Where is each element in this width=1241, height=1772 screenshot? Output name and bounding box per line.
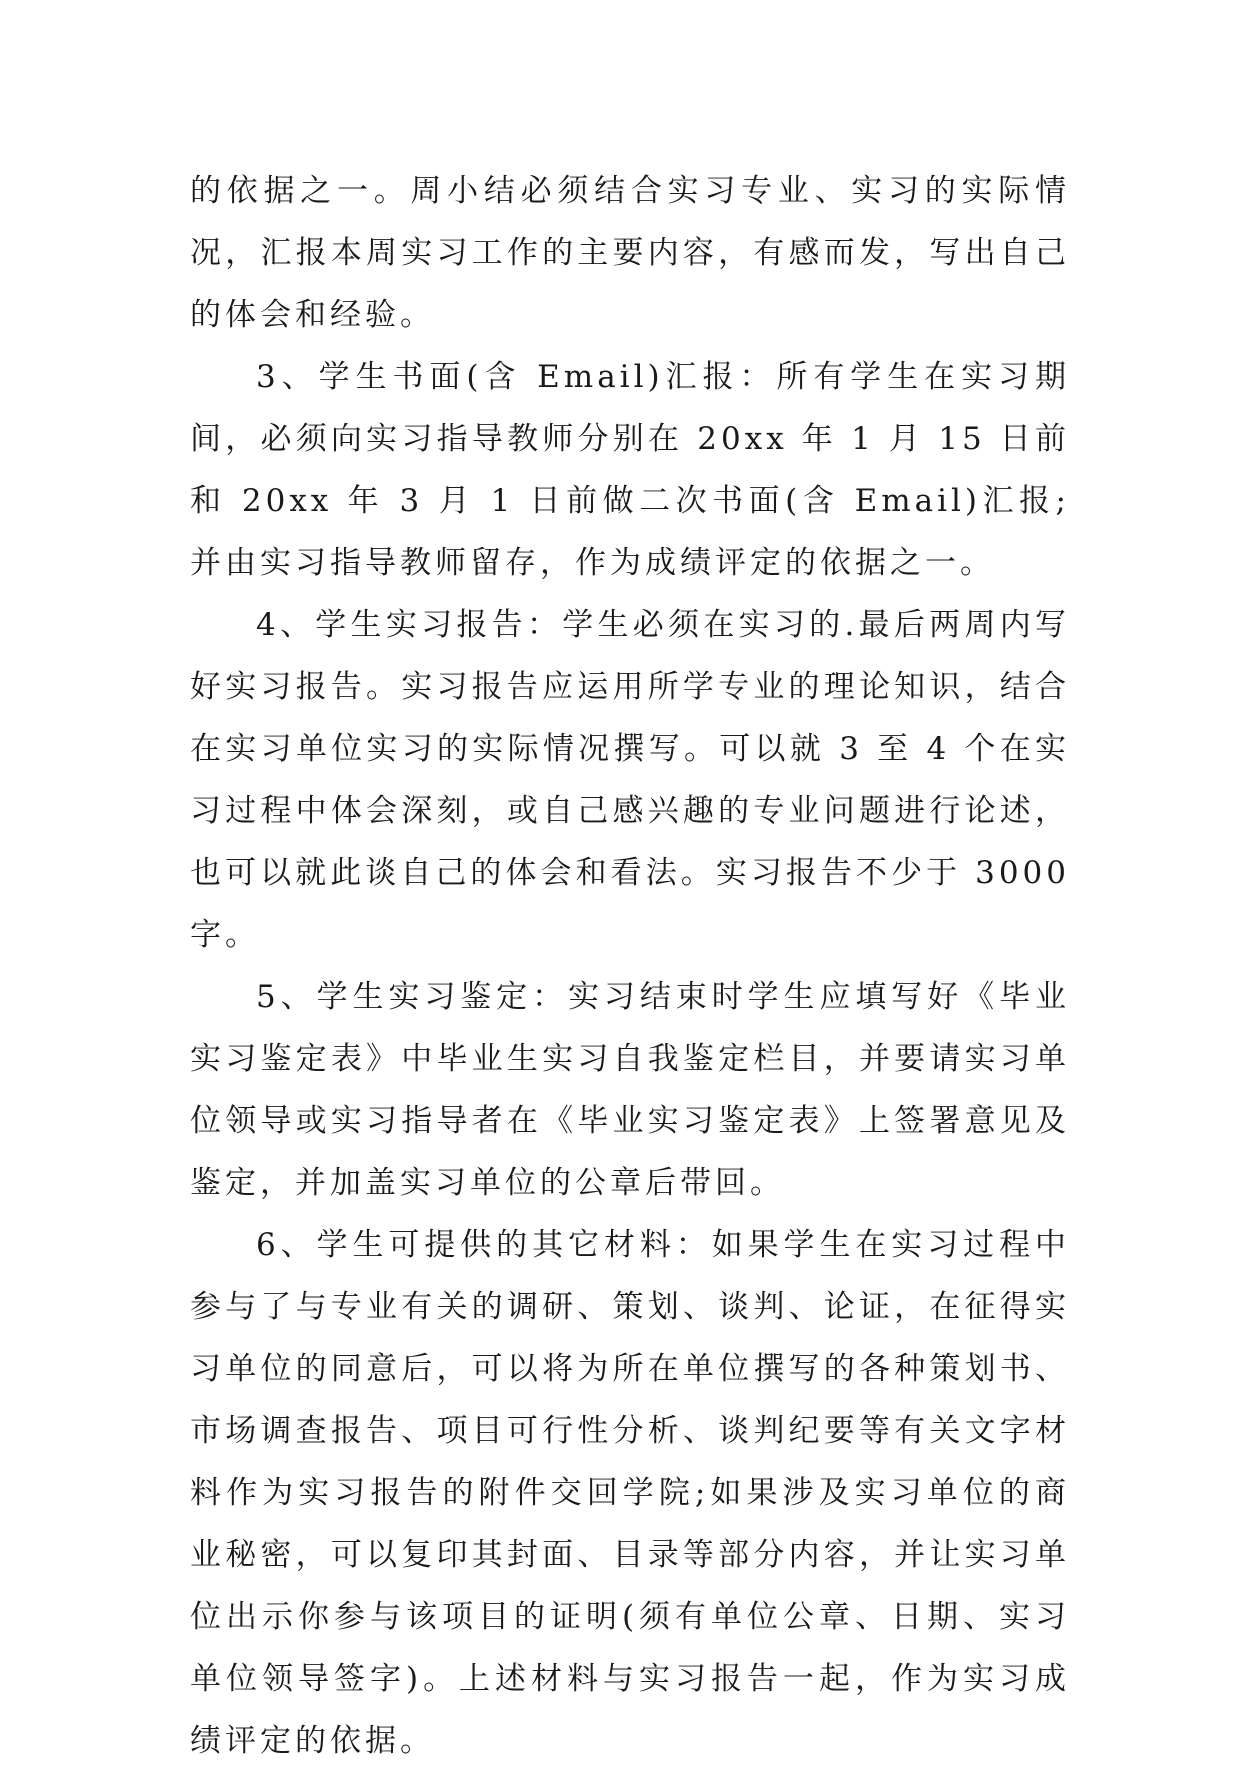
document-body [190, 160, 1070, 1772]
paragraph-continuation: 的依据之一。周小结必须结合实习专业、实习的实际情况，汇报本周实习工作的主要内容，有感而发，写出自己的体会和经验。 [190, 173, 1070, 333]
paragraph-item-5-internship-appraisal: 5、学生实习鉴定：实习结束时学生应填写好《毕业实习鉴定表》中毕业生实习自我鉴定栏目，并要请实习单位领导或实习指导者在《毕业实习鉴定表》上签署意见及鉴定，并加盖实习单位的公章后带回。 [190, 979, 1070, 1201]
paragraph-item-6-other-materials: 6、学生可提供的其它材料：如果学生在实习过程中参与了与专业有关的调研、策划、谈判、论证，在征得实习单位的同意后，可以将为所在单位撰写的各种策划书、市场调查报告、项目可行性分析、谈判纪要等有关文字材料作为实习报告的附件交回学院;如果涉及实习单位的商业秘密，可以复印其封面、目录等部分内容，并让实习单位出示你参与该项目的证明(须有单位公章、日期、实习单位领导签字)。上述材料与实习报告一起，作为实习成绩评定的依据。 [190, 1227, 1070, 1759]
paragraph-item-4-internship-report: 4、学生实习报告：学生必须在实习的.最后两周内写好实习报告。实习报告应运用所学专业的理论知识，结合在实习单位实习的实际情况撰写。可以就 3 至 4 个在实习过程中体会深刻，或自己感兴趣的专业问题进行论述，也可以就此谈自己的体会和看法。实习报告不少于 3000 字。 [190, 607, 1070, 953]
paragraph-item-3-written-report: 3、学生书面(含 Email)汇报：所有学生在实习期间，必须向实习指导教师分别在 20xx 年 1 月 15 日前和 20xx 年 3 月 1 日前做二次书面(含 Email)汇报;并由实习指导教师留存，作为成绩评定的依据之一。 [190, 359, 1070, 581]
